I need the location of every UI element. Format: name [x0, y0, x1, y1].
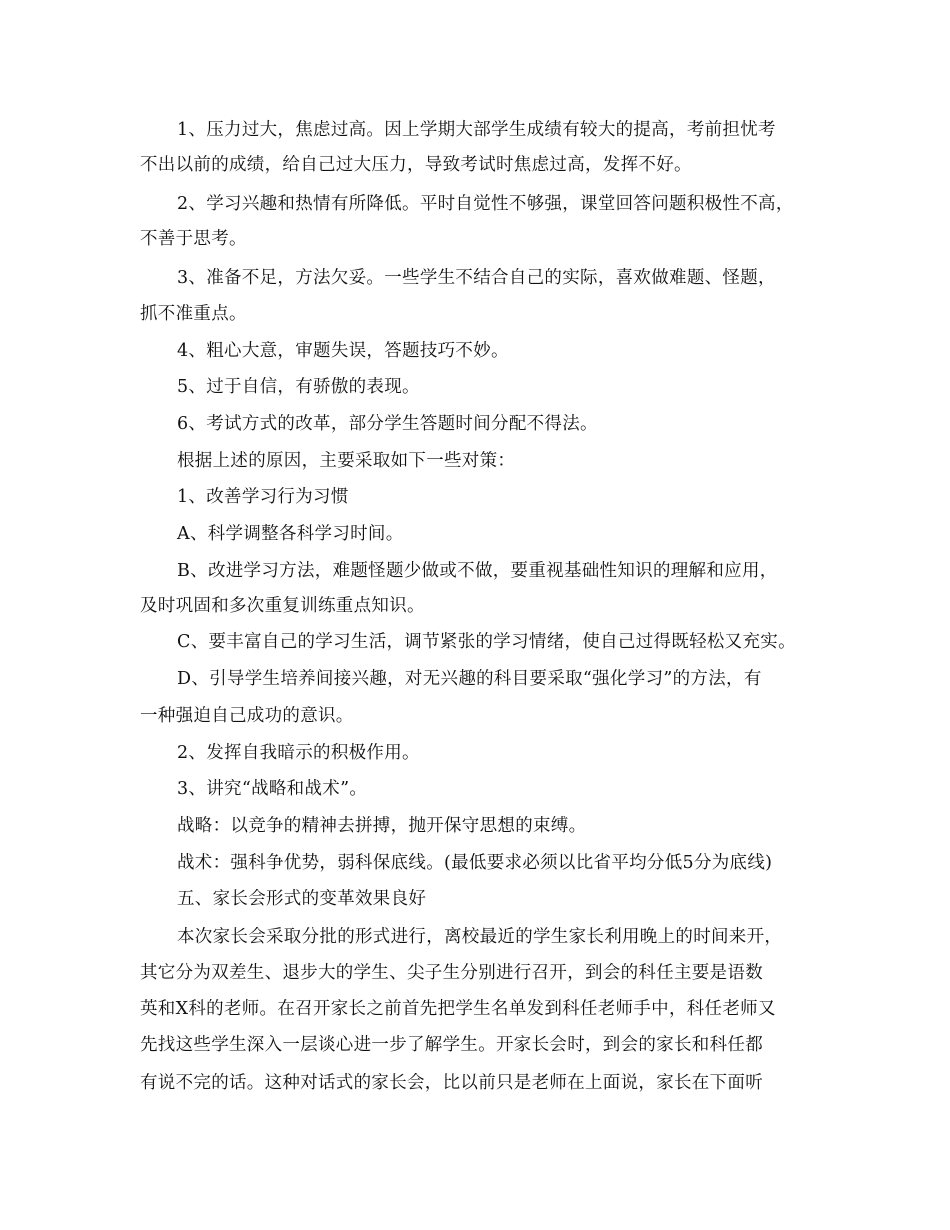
text-line: 五、家长会形式的变革效果良好 — [177, 889, 427, 909]
text-line: 有说不完的话。这种对话式的家长会，比以前只是老师在上面说，家长在下面听 — [140, 1073, 763, 1093]
text-line: 根据上述的原因，主要采取如下一些对策： — [177, 451, 516, 471]
text-line: 3、讲究“战略和战术”。 — [177, 779, 368, 799]
text-line: 2、发挥自我暗示的积极作用。 — [177, 743, 420, 763]
text-line: 先找这些学生深入一层谈心进一步了解学生。开家长会时，到会的家长和科任都 — [140, 1035, 763, 1055]
text-line: 6、考试方式的改革，部分学生答题时间分配不得法。 — [177, 414, 598, 434]
text-line: D、引导学生培养间接兴趣，对无兴趣的科目要采取“强化学习”的方法，有 — [177, 669, 762, 689]
text-line: 不善于思考。 — [140, 229, 247, 249]
text-line: 1、改善学习行为习惯 — [177, 487, 349, 507]
text-line: 不出以前的成绩，给自己过大压力，导致考试时焦虑过高，发挥不好。 — [140, 155, 692, 175]
text-line: 一种强迫自己成功的意识。 — [140, 706, 354, 726]
text-line: 抓不准重点。 — [140, 304, 247, 324]
text-line: 战略：以竞争的精神去拼搏，抛开保守思想的束缚。 — [177, 816, 587, 836]
text-line: 战术：强科争优势，弱科保底线。(最低要求必须以比省平均分低5分为底线) — [177, 853, 773, 873]
text-line: 1、压力过大，焦虑过高。因上学期大部学生成绩有较大的提高，考前担忧考 — [177, 120, 776, 140]
text-line: 英和X科的老师。在召开家长之前首先把学生名单发到科任老师手中，科任老师又 — [140, 999, 776, 1019]
text-line: 其它分为双差生、退步大的学生、尖子生分别进行召开，到会的科任主要是语数 — [140, 963, 763, 983]
text-line: B、改进学习方法，难题怪题少做或不做，要重视基础性知识的理解和应用， — [177, 561, 778, 581]
text-line: 及时巩固和多次重复训练重点知识。 — [140, 596, 425, 616]
text-line: 5、过于自信，有骄傲的表现。 — [177, 377, 420, 397]
text-line: 本次家长会采取分批的形式进行，离校最近的学生家长利用晚上的时间来开， — [177, 927, 783, 947]
text-line: 2、学习兴趣和热情有所降低。平时自觉性不够强，课堂回答问题积极性不高， — [177, 194, 794, 214]
text-line: 4、粗心大意，审题失误，答题技巧不妙。 — [177, 341, 509, 361]
text-line: C、要丰富自己的学习生活，调节紧张的学习情绪，使自己过得既轻松又充实。 — [177, 632, 796, 652]
text-line: 3、准备不足，方法欠妥。一些学生不结合自己的实际，喜欢做难题、怪题， — [177, 268, 776, 288]
text-line: A、科学调整各科学习时间。 — [177, 524, 404, 544]
